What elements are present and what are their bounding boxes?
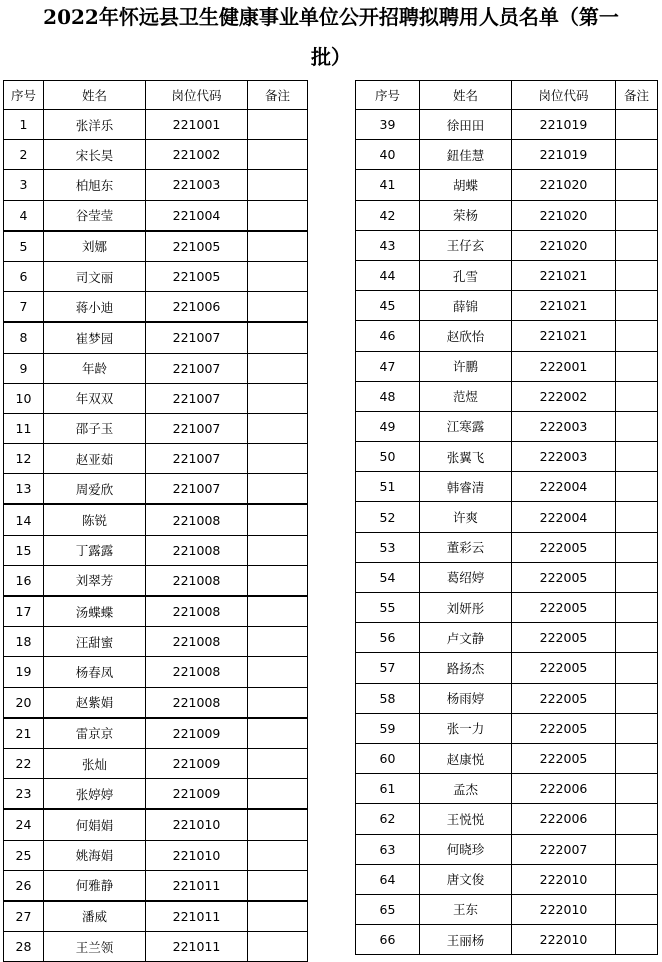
cell-code: 221021 xyxy=(512,291,616,321)
cell-name: 蒋小迪 xyxy=(44,292,146,323)
cell-name: 张灿 xyxy=(44,748,146,778)
cell-seq: 41 xyxy=(356,170,420,200)
cell-name: 姚海娟 xyxy=(44,840,146,870)
cell-code: 221019 xyxy=(512,140,616,170)
cell-seq: 7 xyxy=(4,292,44,323)
table-row xyxy=(356,925,658,955)
cell-code: 221006 xyxy=(146,292,248,323)
cell-name: 赵亚茹 xyxy=(44,444,146,474)
cell-seq: 15 xyxy=(4,535,44,565)
cell-name: 张一力 xyxy=(420,713,512,743)
table-row xyxy=(4,840,308,870)
cell-remark xyxy=(248,748,308,778)
cell-remark xyxy=(616,864,658,894)
cell-remark xyxy=(616,653,658,683)
cell-remark xyxy=(248,809,308,840)
cell-name: 何晓珍 xyxy=(420,834,512,864)
cell-code: 221008 xyxy=(146,627,248,657)
table-row xyxy=(356,230,658,260)
cell-remark xyxy=(616,894,658,924)
cell-seq: 8 xyxy=(4,322,44,353)
cell-seq: 60 xyxy=(356,743,420,773)
cell-seq: 56 xyxy=(356,623,420,653)
cell-code: 221009 xyxy=(146,718,248,749)
cell-name: 年双双 xyxy=(44,383,146,413)
cell-code: 222010 xyxy=(512,864,616,894)
cell-code: 221003 xyxy=(146,170,248,200)
cell-seq: 64 xyxy=(356,864,420,894)
cell-seq: 5 xyxy=(4,231,44,262)
cell-remark xyxy=(616,321,658,351)
cell-name: 赵欣怡 xyxy=(420,321,512,351)
table-header-row xyxy=(4,81,308,110)
left-table-body xyxy=(4,110,308,962)
cell-name: 汪甜蜜 xyxy=(44,627,146,657)
cell-remark xyxy=(248,718,308,749)
table-row xyxy=(4,292,308,323)
table-row xyxy=(4,779,308,810)
cell-remark xyxy=(616,260,658,290)
cell-remark xyxy=(616,411,658,441)
cell-name: 潘威 xyxy=(44,901,146,932)
cell-name: 王东 xyxy=(420,894,512,924)
table-row xyxy=(356,834,658,864)
cell-code: 222005 xyxy=(512,683,616,713)
cell-name: 韩睿清 xyxy=(420,472,512,502)
cell-remark xyxy=(248,200,308,231)
cell-seq: 28 xyxy=(4,932,44,962)
cell-remark xyxy=(248,779,308,810)
table-row xyxy=(356,743,658,773)
table-row xyxy=(4,718,308,749)
table-row xyxy=(356,894,658,924)
cell-seq: 48 xyxy=(356,381,420,411)
cell-seq: 51 xyxy=(356,472,420,502)
cell-seq: 3 xyxy=(4,170,44,200)
table-row xyxy=(4,596,308,627)
cell-seq: 61 xyxy=(356,774,420,804)
cell-name: 年龄 xyxy=(44,353,146,383)
cell-seq: 25 xyxy=(4,840,44,870)
cell-remark xyxy=(248,504,308,535)
cell-name: 宋长昊 xyxy=(44,140,146,170)
table-row xyxy=(356,110,658,140)
cell-code: 221008 xyxy=(146,504,248,535)
cell-seq: 19 xyxy=(4,657,44,687)
table-row xyxy=(356,593,658,623)
cell-seq: 18 xyxy=(4,627,44,657)
cell-code: 222004 xyxy=(512,502,616,532)
cell-seq: 46 xyxy=(356,321,420,351)
cell-name: 张洋乐 xyxy=(44,110,146,140)
cell-code: 222005 xyxy=(512,532,616,562)
cell-seq: 66 xyxy=(356,925,420,955)
cell-seq: 10 xyxy=(4,383,44,413)
cell-remark xyxy=(616,623,658,653)
cell-code: 221011 xyxy=(146,932,248,962)
cell-code: 221020 xyxy=(512,230,616,260)
cell-code: 222005 xyxy=(512,623,616,653)
cell-name: 胡蝶 xyxy=(420,170,512,200)
cell-name: 徐田田 xyxy=(420,110,512,140)
cell-seq: 11 xyxy=(4,413,44,443)
cell-name: 孟杰 xyxy=(420,774,512,804)
table-row xyxy=(356,321,658,351)
cell-remark xyxy=(616,593,658,623)
cell-name: 刘翠芳 xyxy=(44,565,146,596)
cell-seq: 53 xyxy=(356,532,420,562)
cell-code: 222002 xyxy=(512,381,616,411)
cell-name: 邵子玉 xyxy=(44,413,146,443)
cell-name: 司文丽 xyxy=(44,261,146,291)
right-roster-table xyxy=(355,80,658,955)
table-row xyxy=(4,353,308,383)
table-row xyxy=(4,687,308,718)
cell-seq: 43 xyxy=(356,230,420,260)
cell-code: 221007 xyxy=(146,444,248,474)
cell-name: 薛锦 xyxy=(420,291,512,321)
cell-seq: 47 xyxy=(356,351,420,381)
cell-remark xyxy=(616,351,658,381)
cell-name: 柏旭东 xyxy=(44,170,146,200)
cell-code: 222010 xyxy=(512,925,616,955)
cell-name: 董彩云 xyxy=(420,532,512,562)
cell-remark xyxy=(248,687,308,718)
table-row xyxy=(4,231,308,262)
header-remark: 备注 xyxy=(248,81,308,110)
cell-seq: 42 xyxy=(356,200,420,230)
cell-remark xyxy=(616,713,658,743)
cell-code: 221007 xyxy=(146,413,248,443)
cell-code: 221019 xyxy=(512,110,616,140)
table-row xyxy=(4,261,308,291)
cell-remark xyxy=(616,472,658,502)
cell-name: 孔雪 xyxy=(420,260,512,290)
cell-code: 222005 xyxy=(512,593,616,623)
cell-name: 王兰领 xyxy=(44,932,146,962)
cell-seq: 44 xyxy=(356,260,420,290)
cell-code: 221010 xyxy=(146,809,248,840)
cell-remark xyxy=(248,140,308,170)
table-row xyxy=(356,864,658,894)
table-row xyxy=(4,809,308,840)
table-row xyxy=(356,532,658,562)
table-row xyxy=(356,170,658,200)
cell-seq: 57 xyxy=(356,653,420,683)
cell-remark xyxy=(248,383,308,413)
table-row xyxy=(4,932,308,962)
cell-remark xyxy=(248,110,308,140)
cell-code: 221002 xyxy=(146,140,248,170)
header-name: 姓名 xyxy=(420,81,512,110)
cell-remark xyxy=(248,565,308,596)
cell-seq: 21 xyxy=(4,718,44,749)
cell-seq: 54 xyxy=(356,562,420,592)
cell-remark xyxy=(248,413,308,443)
cell-name: 许鹏 xyxy=(420,351,512,381)
cell-name: 刘娜 xyxy=(44,231,146,262)
cell-name: 何雅静 xyxy=(44,870,146,901)
cell-seq: 52 xyxy=(356,502,420,532)
cell-code: 221001 xyxy=(146,110,248,140)
table-row xyxy=(356,291,658,321)
cell-name: 唐文俊 xyxy=(420,864,512,894)
cell-name: 杨雨婷 xyxy=(420,683,512,713)
cell-remark xyxy=(616,774,658,804)
cell-code: 222010 xyxy=(512,894,616,924)
cell-code: 221004 xyxy=(146,200,248,231)
cell-seq: 13 xyxy=(4,474,44,505)
table-row xyxy=(356,804,658,834)
cell-remark xyxy=(616,834,658,864)
left-roster-table xyxy=(3,80,308,962)
table-row xyxy=(356,260,658,290)
cell-remark xyxy=(248,261,308,291)
cell-remark xyxy=(248,627,308,657)
cell-seq: 49 xyxy=(356,411,420,441)
cell-remark xyxy=(248,231,308,262)
cell-name: 王丽杨 xyxy=(420,925,512,955)
cell-remark xyxy=(616,140,658,170)
table-row xyxy=(4,383,308,413)
table-row xyxy=(4,901,308,932)
cell-code: 222007 xyxy=(512,834,616,864)
cell-seq: 58 xyxy=(356,683,420,713)
table-row xyxy=(356,351,658,381)
cell-name: 杨春凤 xyxy=(44,657,146,687)
cell-name: 鈕佳慧 xyxy=(420,140,512,170)
cell-code: 221008 xyxy=(146,687,248,718)
cell-name: 江寒露 xyxy=(420,411,512,441)
cell-seq: 27 xyxy=(4,901,44,932)
cell-remark xyxy=(616,200,658,230)
cell-remark xyxy=(616,743,658,773)
cell-seq: 40 xyxy=(356,140,420,170)
cell-remark xyxy=(248,840,308,870)
title-line-2: 批） xyxy=(311,45,351,69)
cell-remark xyxy=(248,474,308,505)
cell-seq: 6 xyxy=(4,261,44,291)
table-row xyxy=(356,472,658,502)
table-row xyxy=(356,381,658,411)
cell-name: 葛绍婷 xyxy=(420,562,512,592)
table-row xyxy=(356,623,658,653)
cell-remark xyxy=(248,292,308,323)
cell-code: 222005 xyxy=(512,743,616,773)
cell-seq: 62 xyxy=(356,804,420,834)
table-row xyxy=(356,713,658,743)
cell-seq: 63 xyxy=(356,834,420,864)
cell-code: 222003 xyxy=(512,411,616,441)
table-row xyxy=(4,870,308,901)
title-line-1: 2022年怀远县卫生健康事业单位公开招聘拟聘用人员名单（第一 xyxy=(43,5,619,29)
cell-remark xyxy=(616,804,658,834)
table-row xyxy=(4,748,308,778)
cell-code: 221009 xyxy=(146,779,248,810)
cell-name: 周爱欣 xyxy=(44,474,146,505)
cell-code: 222005 xyxy=(512,713,616,743)
cell-code: 222005 xyxy=(512,653,616,683)
cell-name: 赵紫娟 xyxy=(44,687,146,718)
cell-remark xyxy=(616,230,658,260)
cell-remark xyxy=(248,932,308,962)
cell-seq: 22 xyxy=(4,748,44,778)
cell-code: 221005 xyxy=(146,261,248,291)
cell-seq: 1 xyxy=(4,110,44,140)
cell-seq: 12 xyxy=(4,444,44,474)
cell-seq: 4 xyxy=(4,200,44,231)
cell-code: 221008 xyxy=(146,535,248,565)
header-seq: 序号 xyxy=(356,81,420,110)
table-row xyxy=(356,502,658,532)
cell-seq: 17 xyxy=(4,596,44,627)
cell-seq: 55 xyxy=(356,593,420,623)
cell-remark xyxy=(616,170,658,200)
cell-seq: 39 xyxy=(356,110,420,140)
table-row xyxy=(4,444,308,474)
cell-remark xyxy=(248,444,308,474)
cell-code: 221021 xyxy=(512,260,616,290)
table-row xyxy=(4,535,308,565)
cell-name: 崔梦园 xyxy=(44,322,146,353)
table-row xyxy=(4,110,308,140)
table-row xyxy=(356,411,658,441)
cell-name: 张婷婷 xyxy=(44,779,146,810)
cell-code: 221020 xyxy=(512,200,616,230)
table-row xyxy=(4,627,308,657)
cell-seq: 45 xyxy=(356,291,420,321)
cell-code: 221011 xyxy=(146,901,248,932)
cell-remark xyxy=(616,683,658,713)
table-row xyxy=(4,413,308,443)
cell-remark xyxy=(248,596,308,627)
header-seq: 序号 xyxy=(4,81,44,110)
cell-name: 张翼飞 xyxy=(420,442,512,472)
cell-name: 刘妍彤 xyxy=(420,593,512,623)
cell-seq: 2 xyxy=(4,140,44,170)
cell-name: 陈锐 xyxy=(44,504,146,535)
table-row xyxy=(356,140,658,170)
table-row xyxy=(4,140,308,170)
cell-name: 赵康悦 xyxy=(420,743,512,773)
cell-name: 谷莹莹 xyxy=(44,200,146,231)
cell-remark xyxy=(248,657,308,687)
cell-seq: 23 xyxy=(4,779,44,810)
cell-code: 221010 xyxy=(146,840,248,870)
cell-remark xyxy=(248,353,308,383)
cell-code: 222003 xyxy=(512,442,616,472)
cell-seq: 20 xyxy=(4,687,44,718)
cell-remark xyxy=(616,291,658,321)
cell-name: 何娟娟 xyxy=(44,809,146,840)
cell-code: 221008 xyxy=(146,657,248,687)
header-remark: 备注 xyxy=(616,81,658,110)
table-row xyxy=(4,657,308,687)
cell-code: 221007 xyxy=(146,322,248,353)
cell-code: 221008 xyxy=(146,565,248,596)
cell-name: 路扬杰 xyxy=(420,653,512,683)
table-row xyxy=(4,170,308,200)
cell-seq: 14 xyxy=(4,504,44,535)
cell-code: 221008 xyxy=(146,596,248,627)
table-row xyxy=(4,474,308,505)
cell-code: 221005 xyxy=(146,231,248,262)
table-row xyxy=(356,774,658,804)
table-header-row xyxy=(356,81,658,110)
cell-code: 221007 xyxy=(146,353,248,383)
table-row xyxy=(4,322,308,353)
cell-code: 221007 xyxy=(146,383,248,413)
cell-name: 丁露露 xyxy=(44,535,146,565)
cell-remark xyxy=(248,901,308,932)
cell-seq: 65 xyxy=(356,894,420,924)
cell-name: 雷京京 xyxy=(44,718,146,749)
cell-code: 222005 xyxy=(512,562,616,592)
cell-name: 王悦悦 xyxy=(420,804,512,834)
table-row xyxy=(356,200,658,230)
table-row xyxy=(356,653,658,683)
cell-remark xyxy=(248,870,308,901)
cell-code: 221021 xyxy=(512,321,616,351)
cell-remark xyxy=(616,442,658,472)
cell-name: 王仔玄 xyxy=(420,230,512,260)
cell-code: 221011 xyxy=(146,870,248,901)
cell-seq: 26 xyxy=(4,870,44,901)
cell-seq: 16 xyxy=(4,565,44,596)
cell-seq: 9 xyxy=(4,353,44,383)
table-row xyxy=(4,565,308,596)
header-code: 岗位代码 xyxy=(146,81,248,110)
cell-seq: 50 xyxy=(356,442,420,472)
table-row xyxy=(356,562,658,592)
cell-remark xyxy=(616,110,658,140)
cell-seq: 59 xyxy=(356,713,420,743)
cell-remark xyxy=(248,170,308,200)
cell-name: 汤蝶蝶 xyxy=(44,596,146,627)
cell-code: 222006 xyxy=(512,804,616,834)
cell-remark xyxy=(616,925,658,955)
cell-remark xyxy=(248,322,308,353)
header-name: 姓名 xyxy=(44,81,146,110)
cell-code: 221020 xyxy=(512,170,616,200)
cell-code: 222006 xyxy=(512,774,616,804)
table-row xyxy=(356,683,658,713)
cell-remark xyxy=(616,502,658,532)
cell-name: 许爽 xyxy=(420,502,512,532)
cell-code: 222001 xyxy=(512,351,616,381)
cell-code: 221007 xyxy=(146,474,248,505)
cell-remark xyxy=(616,562,658,592)
cell-name: 荣杨 xyxy=(420,200,512,230)
cell-code: 222004 xyxy=(512,472,616,502)
cell-code: 221009 xyxy=(146,748,248,778)
cell-seq: 24 xyxy=(4,809,44,840)
table-row xyxy=(4,504,308,535)
table-row xyxy=(4,200,308,231)
cell-remark xyxy=(616,381,658,411)
right-table-body xyxy=(356,110,658,955)
table-row xyxy=(356,442,658,472)
cell-remark xyxy=(248,535,308,565)
cell-name: 范煜 xyxy=(420,381,512,411)
cell-remark xyxy=(616,532,658,562)
cell-name: 卢文静 xyxy=(420,623,512,653)
header-code: 岗位代码 xyxy=(512,81,616,110)
